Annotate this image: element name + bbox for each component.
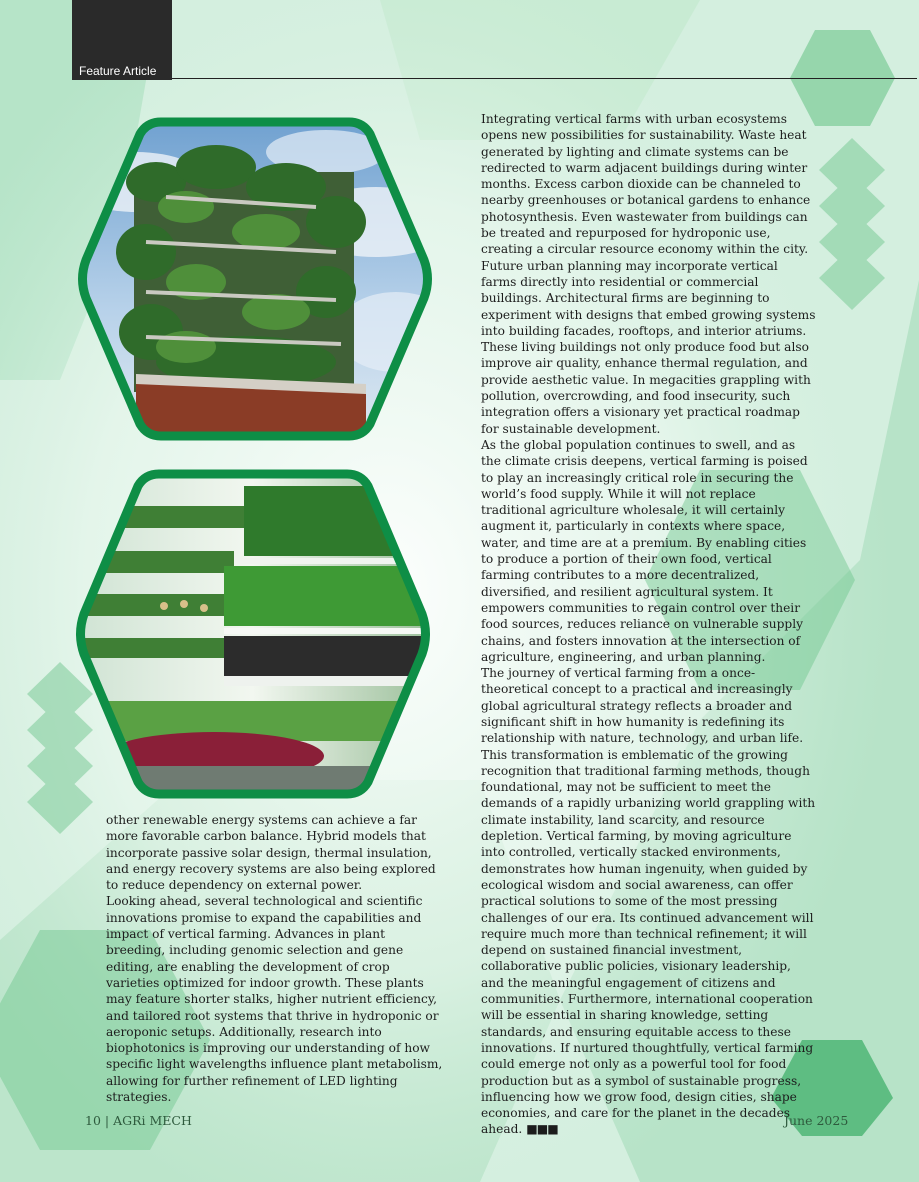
body-paragraph: Future urban planning may incorporate vertical farms directly into residential or commercial buildings. Architectural firms are beginning to experiment with designs that embed growing systems into building facades, rooftops, and interior atriums. These living buildings not only produce food but also improve air quality, enhance thermal regulation, and provide aesthetic value. In megacities grappling with pollution, overcrowding, and food insecurity, such integration offers a visionary yet practical roadmap for sustainable development. — [481, 258, 816, 436]
body-paragraph: Looking ahead, several technological and scientific innovations promise to expand the capabilities and impact of vertical farming. Advances in plant breeding, including genomic selection and gene editing, are enabling the development of crop varieties optimized for indoor growth. These plants may feature shorter stalks, higher nutrient efficiency, and tailored root systems that thrive in hydroponic or aeroponic setups. Additionally, research into biophotonics is improving our understanding of how specific light wavelengths influence plant metabolism, allowing for further refinement of LED lighting strategies. — [106, 894, 443, 1105]
end-of-article-mark: ■■■ — [526, 1122, 558, 1137]
section-label: Feature Article — [79, 64, 157, 78]
footer-date: June 2025 — [784, 1113, 849, 1128]
header-rule — [172, 78, 917, 79]
indoor-vertical-farm-photo — [74, 466, 432, 802]
right-text-column — [481, 111, 817, 1138]
body-paragraph-final — [481, 665, 817, 1138]
footer-page-info: 10 | AGRi MECH — [85, 1113, 192, 1128]
body-paragraph: As the global population continues to swell, and as the climate crisis deepens, vertical farming is poised to play an increasingly critical role in securing the world’s food supply. While it will not replace traditional agriculture wholesale, it will certainly augment it, particularly in contexts where space, water, and time are at a premium. By enabling cities to produce a portion of their own food, vertical farming contributes to a more decentralized, diversified, and resilient agricultural system. It empowers communities to regain control over their food sources, reduces reliance on vulnerable supply chains, and fosters innovation at the intersection of agriculture, engineering, and urban planning. — [481, 437, 808, 664]
vertical-forest-building-photo — [76, 112, 434, 446]
final-paragraph-text: The journey of vertical farming from a once-theoretical concept to a practical and increasingly global agricultural strategy reflects a broader and significant shift in how humanity is redefining its relationship with nature, technology, and urban life. This transformation is emblematic of the growing recognition that traditional farming methods, though foundational, may not be sufficient to meet the demands of a rapidly urbanizing world grappling with climate instability, land scarcity, and resource depletion. Vertical farming, by moving agriculture into controlled, vertically stacked environments, demonstrates how human ingenuity, when guided by ecological wisdom and social awareness, can offer practical solutions to some of the most pressing challenges of our era. Its continued advancement will require much more than technical refinement; it will depend on sustained financial investment, collaborative public policies, visionary leadership, and the meaningful engagement of citizens and communities. Furthermore, international cooperation will be essential in sharing knowledge, setting standards, and ensuring equitable access to these innovations. If nurtured thoughtfully, vertical farming could emerge not only as a powerful tool for food production but as a symbol of sustainable progress, influencing how we grow food, design cities, shape economies, and care for the planet in the decades ahead. — [481, 666, 816, 1137]
left-text-column — [106, 812, 446, 1105]
body-paragraph: other renewable energy systems can achieve a far more favorable carbon balance. Hybrid models that incorporate passive solar design, thermal insulation, and energy recovery systems are also being explored to reduce dependency on external power. — [106, 813, 436, 893]
body-paragraph: Integrating vertical farms with urban ecosystems opens new possibilities for sustainability. Waste heat generated by lighting and climate systems can be redirected to warm adjacent buildings during winter months. Excess carbon dioxide can be channeled to nearby greenhouses or botanical gardens to enhance photosynthesis. Even wastewater from buildings can be treated and repurposed for hydroponic use, creating a circular resource economy within the city. — [481, 112, 811, 257]
